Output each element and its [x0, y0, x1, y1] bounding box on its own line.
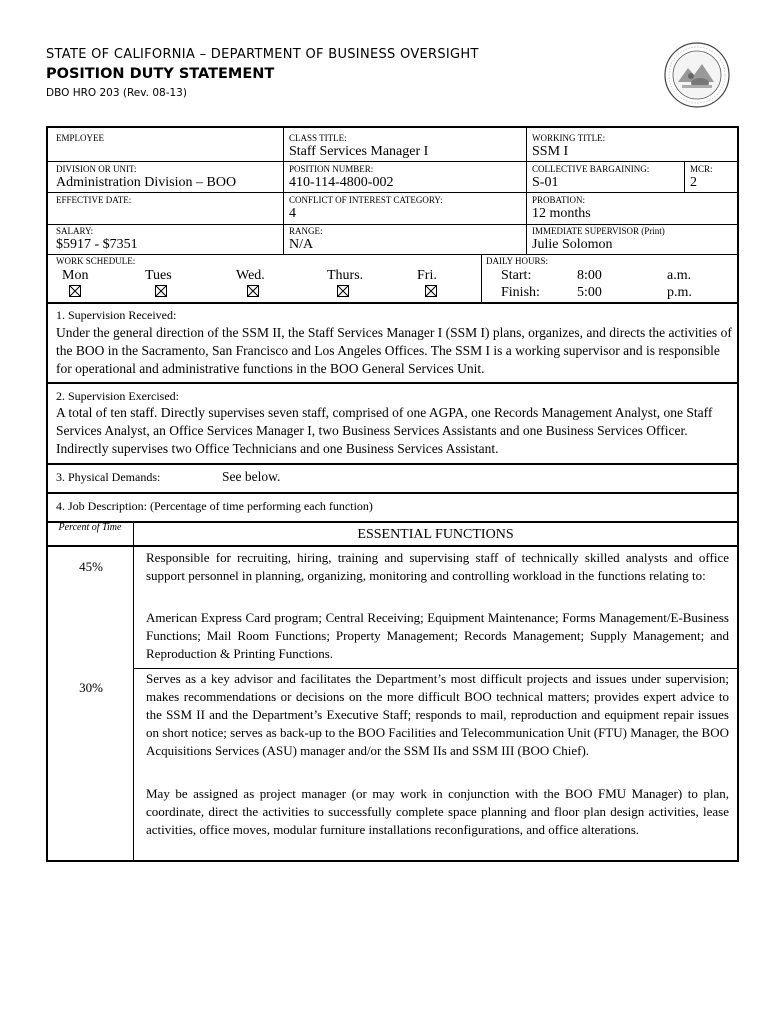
position-number-label: POSITION NUMBER:	[289, 164, 374, 174]
function-1-paragraph-2: American Express Card program; Central Receiving; Equipment Maintenance; Forms Management/E-Business Functions; Mail Room Functions; Property Management; Records Management; Supply Management; and Reproduction & Printing Functions.	[146, 610, 729, 661]
daily-hours-label: DAILY HOURS:	[486, 256, 549, 266]
effective-date-label: EFFECTIVE DATE:	[56, 195, 132, 205]
checkbox-mon[interactable]	[69, 285, 81, 297]
supervision-received-body: Under the general direction of the SSM II, the Staff Services Manager I (SSM I) plans, organizes, and directs the activities of the BOO in the Sacramento, San Francisco and Los Angeles Offices. The SSM I is a working supervisor and is responsible for operational and administrative functions in the BOO General Services Unit.	[56, 325, 732, 376]
document-title: POSITION DUTY STATEMENT	[46, 66, 275, 82]
function-2-percent: 30%	[79, 680, 103, 695]
start-label: Start:	[501, 268, 532, 283]
function-2-paragraph-2: May be assigned as project manager (or may work in conjunction with the BOO FMU Manager) to plan, coordinate, direct the activities to successfully complete space planning and floor plan design activities, lease activities, office moves, modular furniture installations reconfigurations, and office alterations.	[146, 786, 729, 837]
mcr-value[interactable]: 2	[690, 175, 697, 190]
day-label-wed: Wed.	[236, 268, 265, 283]
physical-demands-title: 3. Physical Demands:	[56, 470, 161, 484]
position-duty-form	[46, 126, 739, 862]
supervision-received-title: 1. Supervision Received:	[56, 308, 177, 322]
salary-label: SALARY:	[56, 226, 94, 236]
day-label-fri: Fri.	[417, 268, 437, 283]
start-time-value[interactable]: 8:00	[577, 268, 602, 283]
percent-of-time-header: Percent of Time	[58, 522, 122, 533]
mcr-label: MCR:	[690, 164, 713, 174]
division-label: DIVISION OR UNIT:	[56, 164, 137, 174]
conflict-of-interest-label: CONFLICT OF INTEREST CATEGORY:	[289, 195, 443, 205]
state-seal-icon	[664, 42, 730, 108]
supervision-exercised-title: 2. Supervision Exercised:	[56, 389, 179, 403]
probation-value[interactable]: 12 months	[532, 206, 591, 221]
working-title-label: WORKING TITLE:	[532, 133, 606, 143]
collective-bargaining-label: COLLECTIVE BARGAINING:	[532, 164, 650, 174]
probation-label: PROBATION:	[532, 195, 586, 205]
day-label-thurs: Thurs.	[327, 268, 364, 283]
class-title-value[interactable]: Staff Services Manager I	[289, 144, 429, 159]
conflict-of-interest-value[interactable]: 4	[289, 206, 296, 221]
class-title-label: CLASS TITLE:	[289, 133, 347, 143]
finish-ampm: p.m.	[667, 285, 692, 300]
function-1-percent: 45%	[79, 559, 103, 574]
start-ampm: a.m.	[667, 268, 692, 283]
collective-bargaining-value[interactable]: S-01	[532, 175, 559, 190]
physical-demands-body: See below.	[222, 469, 281, 484]
finish-label: Finish:	[501, 285, 540, 300]
day-label-mon: Mon	[62, 268, 89, 283]
range-label: RANGE:	[289, 226, 323, 236]
essential-functions-header: ESSENTIAL FUNCTIONS	[357, 527, 514, 542]
position-number-value[interactable]: 410-114-4800-002	[289, 175, 394, 190]
working-title-value[interactable]: SSM I	[532, 144, 569, 159]
supervision-exercised-body: A total of ten staff. Directly supervises seven staff, comprised of one AGPA, one Records Management Analyst, one Staff Services Analyst, an Office Services Manager I, two Business Services Assistants and one Business Services Officer. Indirectly supervises two Office Technicians and one Business Services Assistant.	[56, 405, 713, 456]
range-value[interactable]: N/A	[289, 237, 314, 252]
checkbox-thurs[interactable]	[337, 285, 349, 297]
supervisor-label: IMMEDIATE SUPERVISOR (Print)	[532, 226, 665, 236]
day-label-tues: Tues	[145, 268, 172, 283]
checkbox-wed[interactable]	[247, 285, 259, 297]
supervisor-value[interactable]: Julie Solomon	[532, 237, 613, 252]
job-description-title: 4. Job Description: (Percentage of time performing each function)	[56, 499, 373, 513]
employee-label: EMPLOYEE	[56, 133, 104, 143]
division-value[interactable]: Administration Division – BOO	[56, 175, 237, 190]
checkbox-fri[interactable]	[425, 285, 437, 297]
agency-name: STATE OF CALIFORNIA – DEPARTMENT OF BUSINESS OVERSIGHT	[46, 47, 479, 62]
finish-time-value[interactable]: 5:00	[577, 285, 602, 300]
form-number: DBO HRO 203 (Rev. 08-13)	[46, 87, 187, 99]
work-schedule-label: WORK SCHEDULE:	[56, 256, 136, 266]
salary-value[interactable]: $5917 - $7351	[56, 237, 138, 252]
function-1-paragraph-1: Responsible for recruiting, hiring, training and supervising staff of technically skilled analysts and office support personnel in planning, organizing, monitoring and controlling workload in the functions relating to:	[146, 550, 729, 583]
checkbox-tues[interactable]	[155, 285, 167, 297]
function-2-paragraph-1: Serves as a key advisor and facilitates the Department’s most difficult projects and issues under supervision; makes recommendations or decisions on the more difficult BOO technical matters; provides expert advice to the SSM II and the Department’s Executive Staff; responds to mail, reproduction and equipment repair issues on short notice; serves as back-up to the BOO Facilities and Telecommunication Unit (FTU) Manager, the BOO Acquisitions Services (ASU) manager and/or the SSM IIs and SSM III (BOO Chief).	[146, 671, 729, 758]
